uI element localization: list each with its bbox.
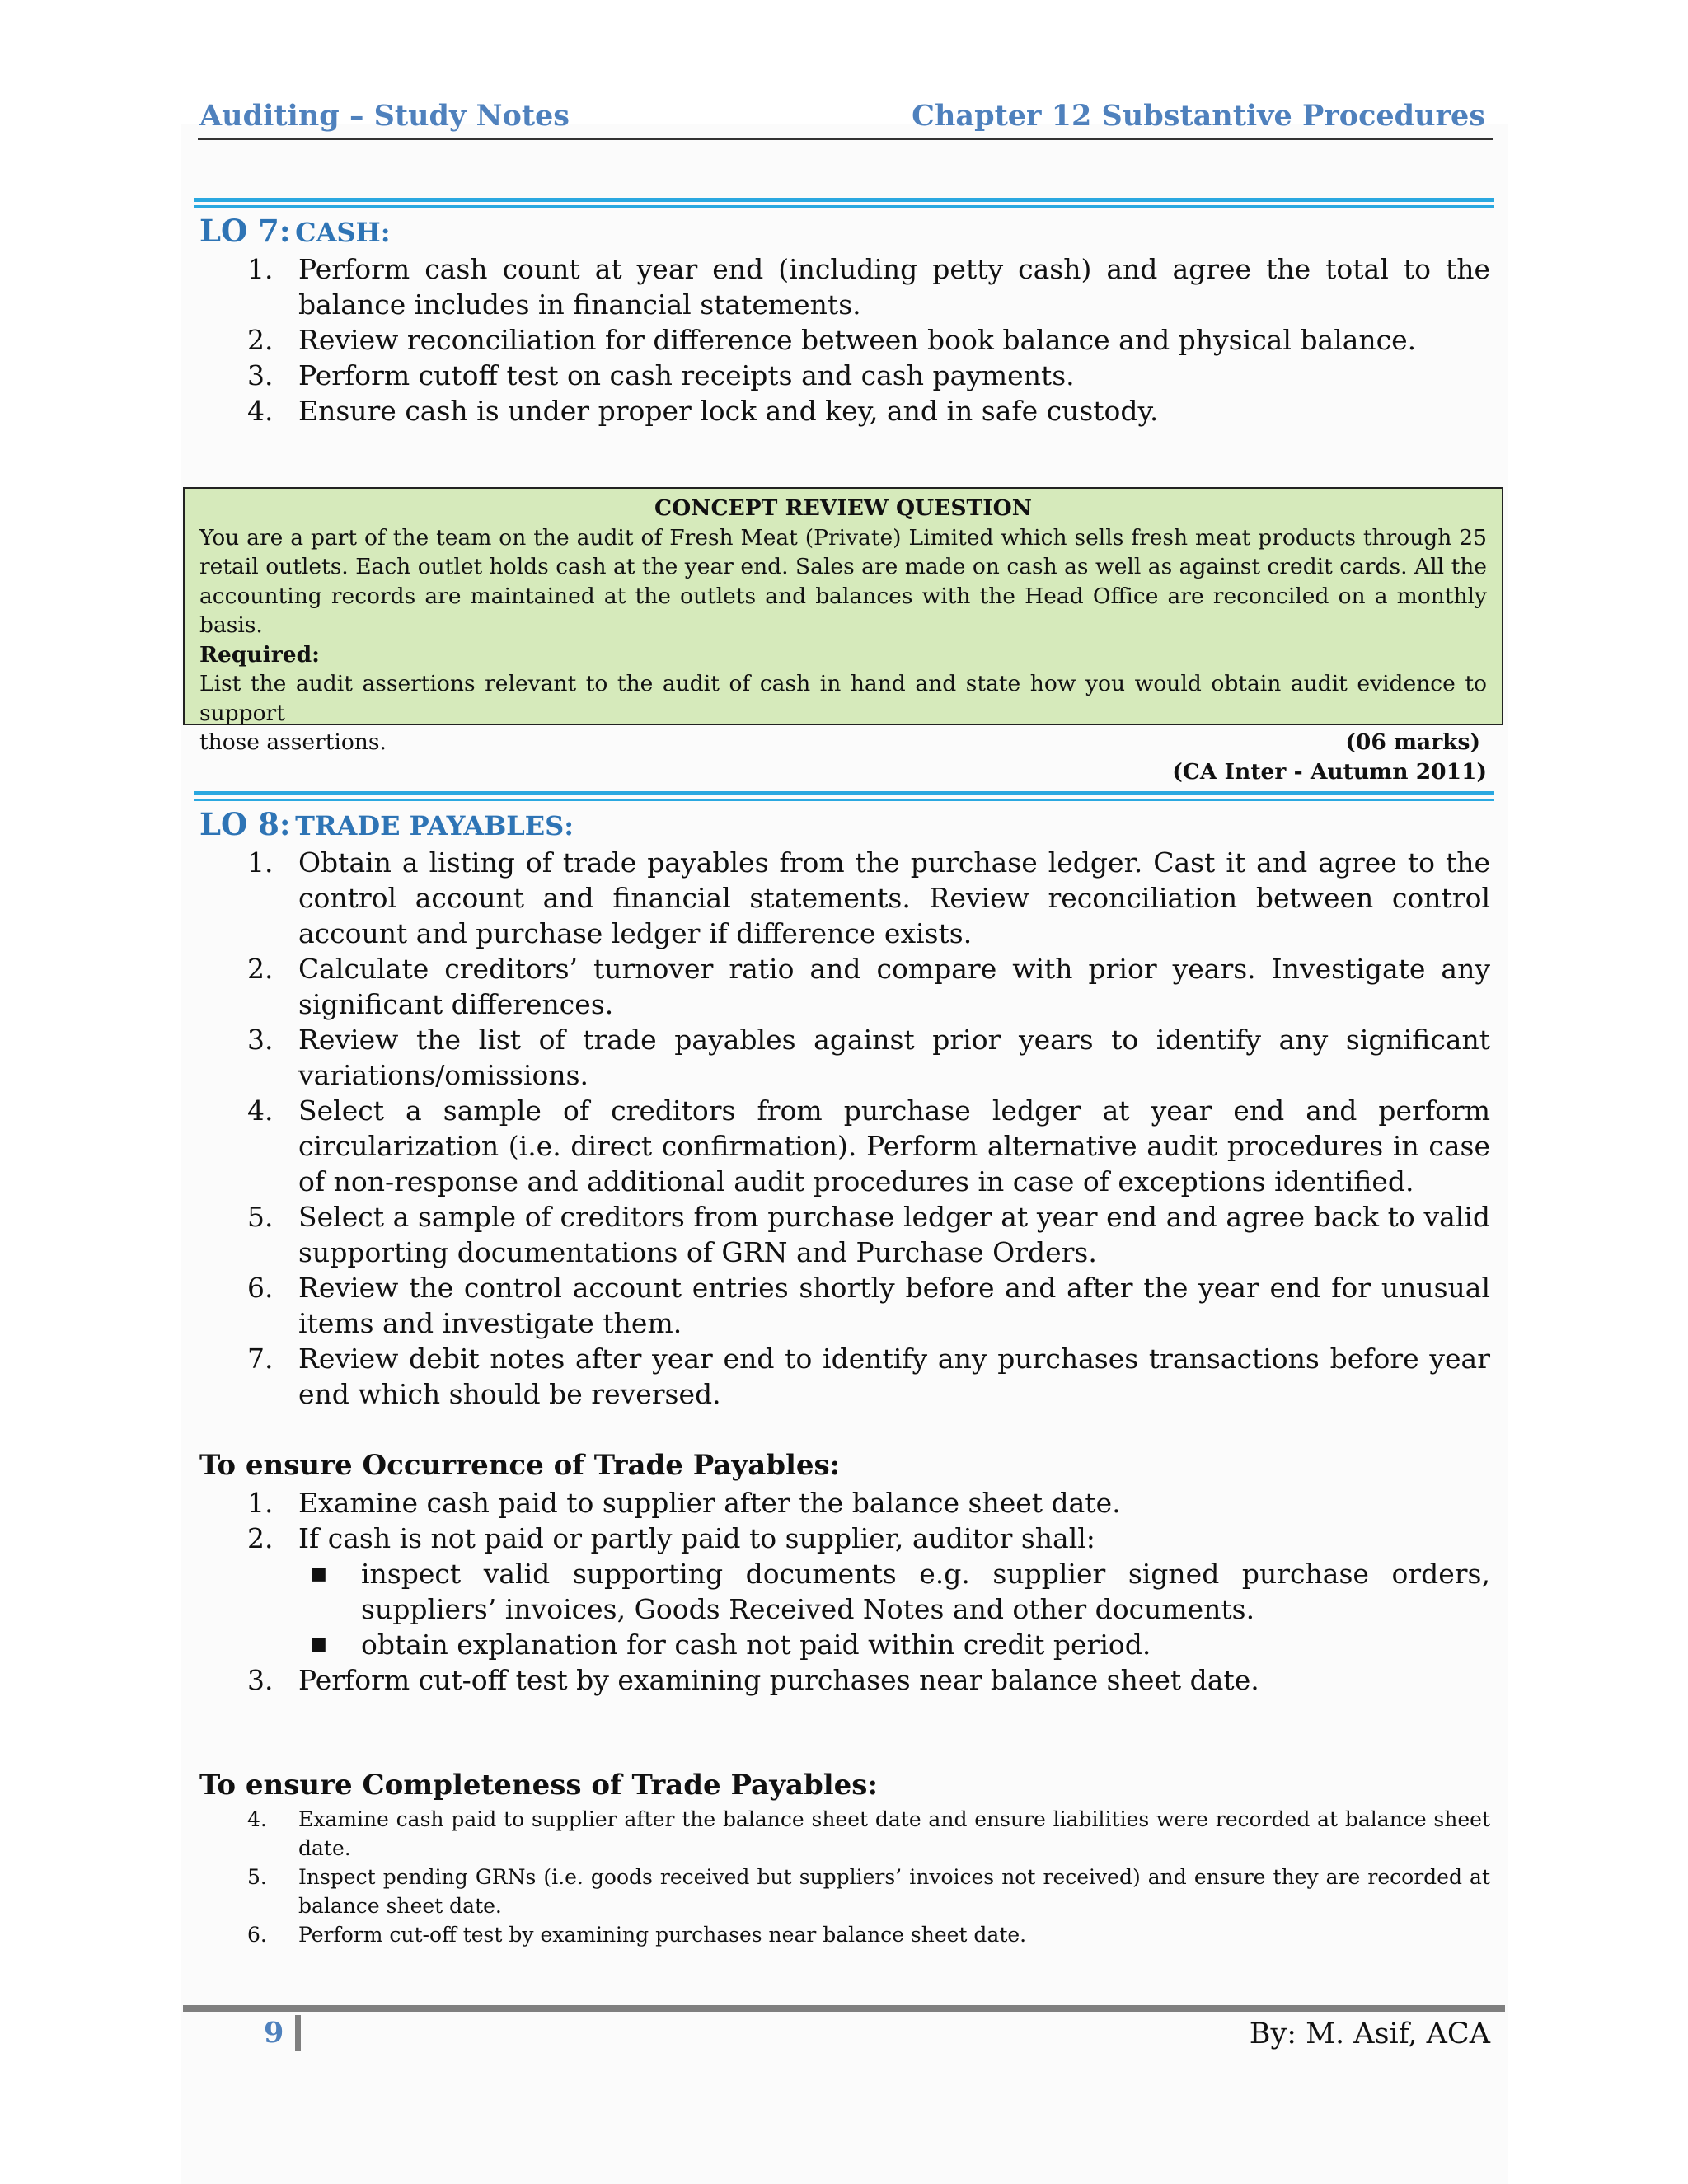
list-item: 5. Inspect pending GRNs (i.e. goods received but suppliers’ invoices not received) and ensure they are recorded at balance sheet date. — [247, 1865, 1490, 1918]
lo8-title: TRADE PAYABLES: — [295, 810, 574, 841]
occurrence-heading: To ensure Occurrence of Trade Payables: — [199, 1449, 841, 1482]
required-text: List the audit assertions relevant to the audit of cash in hand and state how you would obtain audit evidence to support — [199, 671, 1487, 726]
concept-review-title: CONCEPT REVIEW QUESTION — [654, 495, 1032, 521]
marks-label: (06 marks) — [1345, 729, 1480, 755]
list-item: 1. Perform cash count at year end (including petty cash) and agree the total to the balance includes in financial statements. — [247, 253, 1490, 321]
list-item: 4. Ensure cash is under proper lock and key, and in safe custody. — [247, 395, 1159, 427]
required-label: Required: — [199, 641, 320, 668]
exam-source: (CA Inter - Autumn 2011) — [1172, 758, 1487, 785]
lo7-title: CASH: — [295, 217, 391, 248]
completeness-heading: To ensure Completeness of Trade Payables: — [199, 1769, 878, 1802]
list-item: 6. Perform cut-off test by examining purchases near balance sheet date. — [247, 1923, 1027, 1947]
square-bullet-icon: ■ — [310, 1563, 327, 1584]
section-rule — [194, 791, 1494, 801]
list-item: 2. If cash is not paid or partly paid to supplier, auditor shall: ■ inspect valid supporting documents e.g. supplier signed purchase orders, suppliers’ invoices, Goods Received Notes and other documents. ■ obtain explanation for cash not paid within credit period. — [247, 1522, 1490, 1661]
occurrence-list — [199, 1485, 1490, 1698]
list-item: 2. Calculate creditors’ turnover ratio and compare with prior years. Investigate any significant differences. — [247, 953, 1490, 1020]
bullet-item: ■ inspect valid supporting documents e.g. supplier signed purchase orders, suppliers’ invoices, Goods Received Notes and other documents. — [310, 1558, 1490, 1625]
list-item: 7. Review debit notes after year end to identify any purchases transactions before year end which should be reversed. — [247, 1343, 1490, 1410]
running-header — [198, 97, 1493, 140]
square-bullet-icon: ■ — [310, 1634, 327, 1655]
concept-review-body: You are a part of the team on the audit of Fresh Meat (Private) Limited which sells fresh meat products through 25 retail outlets. Each outlet holds cash at the year end. Sales are made on cash as well as against credit cards. All the accounting records are maintained at the outlets and balances with the Head Office are reconciled on a monthly basis. — [199, 524, 1487, 638]
bullet-item: ■ obtain explanation for cash not paid within credit period. — [310, 1629, 1151, 1661]
list-item: 4. Select a sample of creditors from purchase ledger at year end and perform circularization (i.e. direct confirmation). Perform alternative audit procedures in case of non-response and additional audit procedures in case of exceptions identified. — [247, 1094, 1490, 1197]
list-item: 3. Perform cutoff test on cash receipts and cash payments. — [247, 359, 1075, 391]
list-item: 5. Select a sample of creditors from purchase ledger at year end and agree back to valid supporting documentations of GRN and Purchase Orders. — [247, 1201, 1490, 1268]
list-item: 2. Review reconciliation for difference between book balance and physical balance. — [247, 324, 1417, 356]
required-text-end: those assertions. — [199, 729, 387, 755]
header-left-title: Auditing – Study Notes — [199, 99, 570, 133]
list-item: 3. Perform cut-off test by examining purchases near balance sheet date. — [247, 1664, 1259, 1696]
occurrence-sublist — [298, 1556, 1490, 1662]
lo8-heading — [199, 806, 574, 842]
footer-author: By: M. Asif, ACA — [1249, 2018, 1490, 2050]
list-item: 3. Review the list of trade payables against prior years to identify any significant variations/omissions. — [247, 1024, 1490, 1091]
list-item: 6. Review the control account entries shortly before and after the year end for unusual items and investigate them. — [247, 1272, 1490, 1339]
list-item: 1. Examine cash paid to supplier after the balance sheet date. — [247, 1487, 1121, 1519]
lo8-number: LO 8: — [199, 806, 291, 842]
section-rule — [194, 198, 1494, 208]
page-number: 9 — [264, 2015, 301, 2051]
completeness-list — [199, 1805, 1490, 1949]
lo8-list — [199, 845, 1490, 1412]
list-item: 1. Obtain a listing of trade payables from the purchase ledger. Cast it and agree to the control account and financial statements. Review reconciliation between control account and purchase ledger if difference exists. — [247, 846, 1490, 949]
list-item: 4. Examine cash paid to supplier after the balance sheet date and ensure liabilities were recorded at balance sheet date. — [247, 1807, 1490, 1860]
header-chapter-title: Chapter 12 Substantive Procedures — [912, 99, 1485, 133]
lo7-number: LO 7: — [199, 213, 291, 249]
concept-review-box — [183, 487, 1503, 785]
lo7-heading — [199, 213, 391, 249]
lo7-list — [199, 251, 1490, 429]
footer-rule — [183, 2005, 1505, 2012]
